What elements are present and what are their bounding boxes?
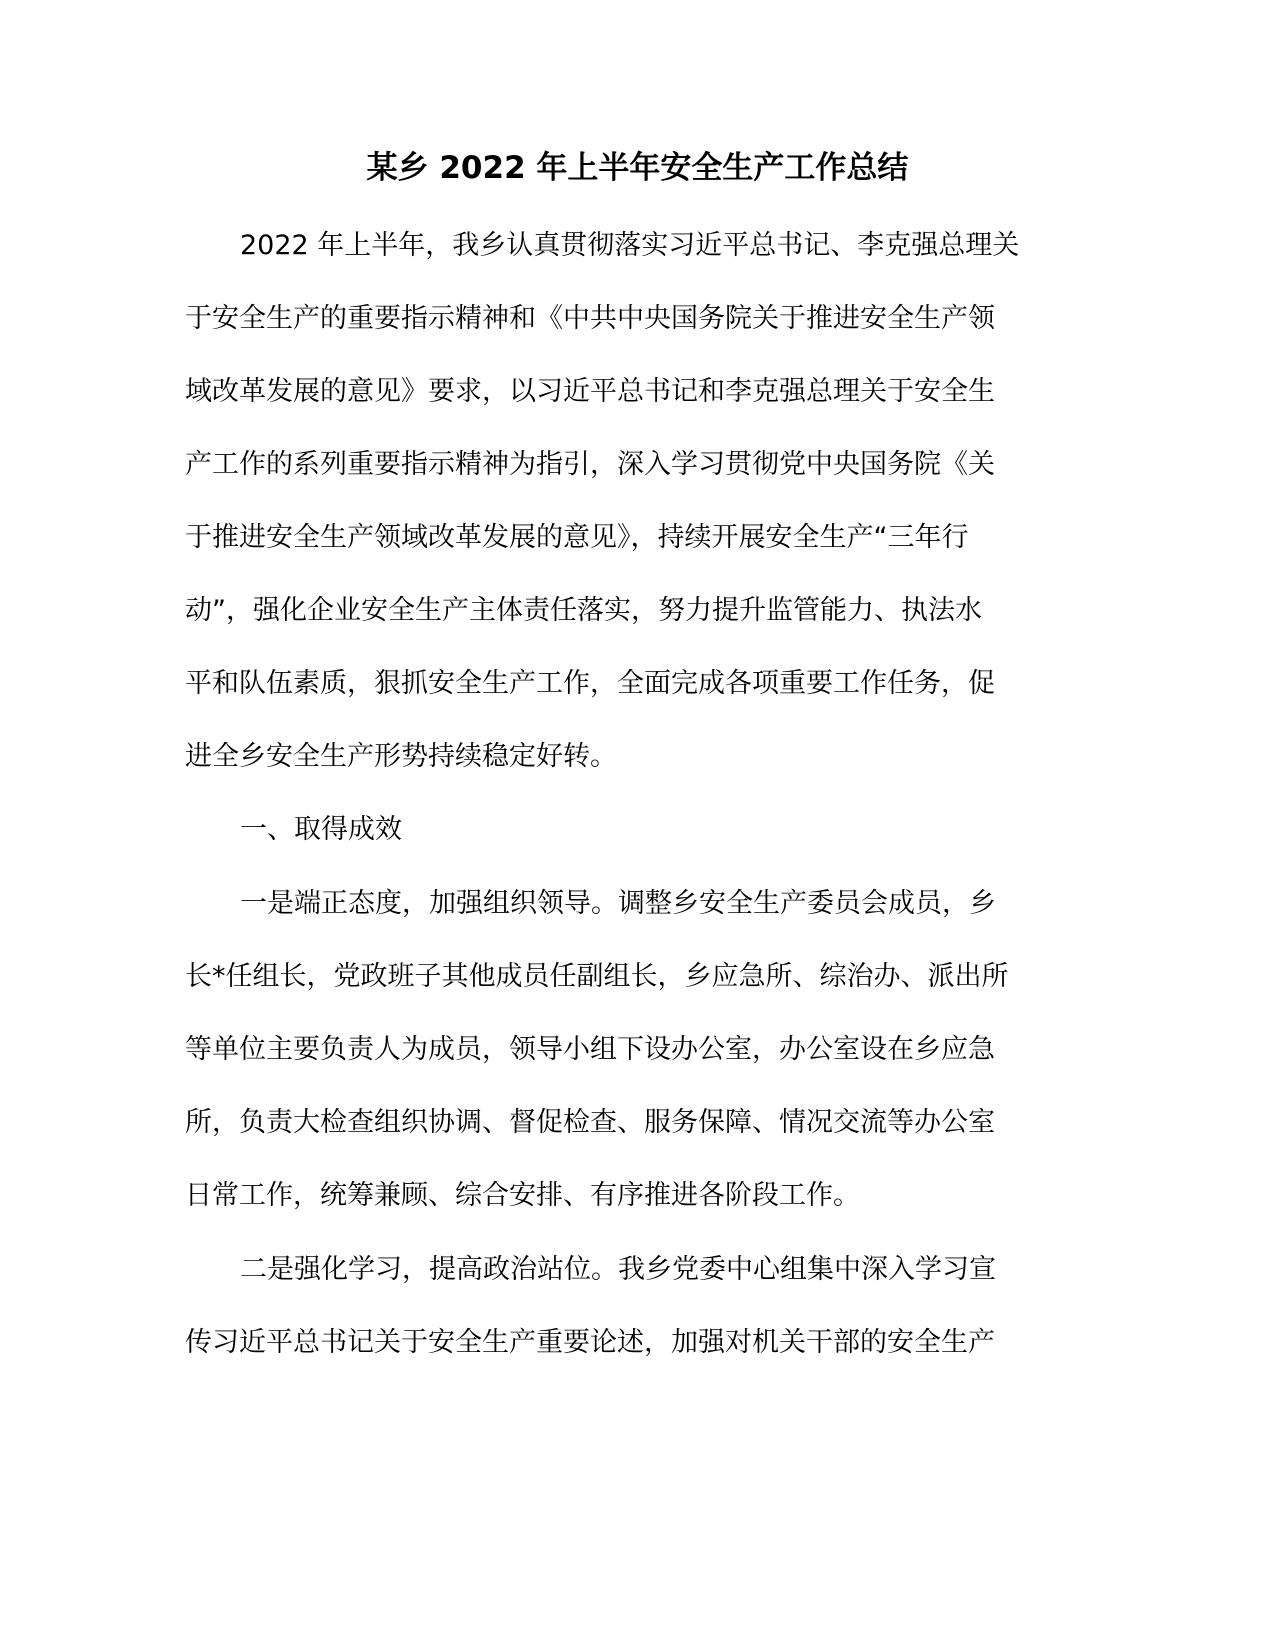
- paragraph-line: 2022 年上半年，我乡认真贯彻落实习近平总书记、李克强总理关: [240, 230, 1020, 261]
- paragraph-line: 二是强化学习，提高政治站位。我乡党委中心组集中深入学习宣: [240, 1254, 996, 1285]
- paragraph-line: 一是端正态度，加强组织领导。调整乡安全生产委员会成员，乡: [240, 888, 996, 919]
- paragraph-line: 动”，强化企业安全生产主体责任落实，努力提升监管能力、执法水: [185, 595, 982, 626]
- paragraph-line: 传习近平总书记关于安全生产重要论述，加强对机关干部的安全生产: [185, 1327, 995, 1358]
- paragraph-line: 产工作的系列重要指示精神为指引，深入学习贯彻党中央国务院《关: [185, 449, 995, 480]
- paragraph-line: 域改革发展的意见》要求，以习近平总书记和李克强总理关于安全生: [185, 376, 995, 407]
- document-title: 某乡 2022 年上半年安全生产工作总结: [366, 150, 909, 186]
- paragraph-line: 长*任组长，党政班子其他成员任副组长，乡应急所、综治办、派出所: [185, 961, 1009, 992]
- paragraph-line: 于推进安全生产领域改革发展的意见》，持续开展安全生产“三年行: [185, 522, 969, 553]
- paragraph-line: 进全乡安全生产形势持续稳定好转。: [185, 741, 617, 772]
- paragraph-line: 所，负责大检查组织协调、督促检查、服务保障、情况交流等办公室: [185, 1107, 995, 1138]
- paragraph-line: 等单位主要负责人为成员，领导小组下设办公室，办公室设在乡应急: [185, 1034, 995, 1065]
- section-heading: 一、取得成效: [240, 814, 402, 845]
- paragraph-line: 平和队伍素质，狠抓安全生产工作，全面完成各项重要工作任务，促: [185, 668, 995, 699]
- paragraph-line: 日常工作，统筹兼顾、综合安排、有序推进各阶段工作。: [185, 1180, 860, 1211]
- paragraph-line: 于安全生产的重要指示精神和《中共中央国务院关于推进安全生产领: [185, 303, 995, 334]
